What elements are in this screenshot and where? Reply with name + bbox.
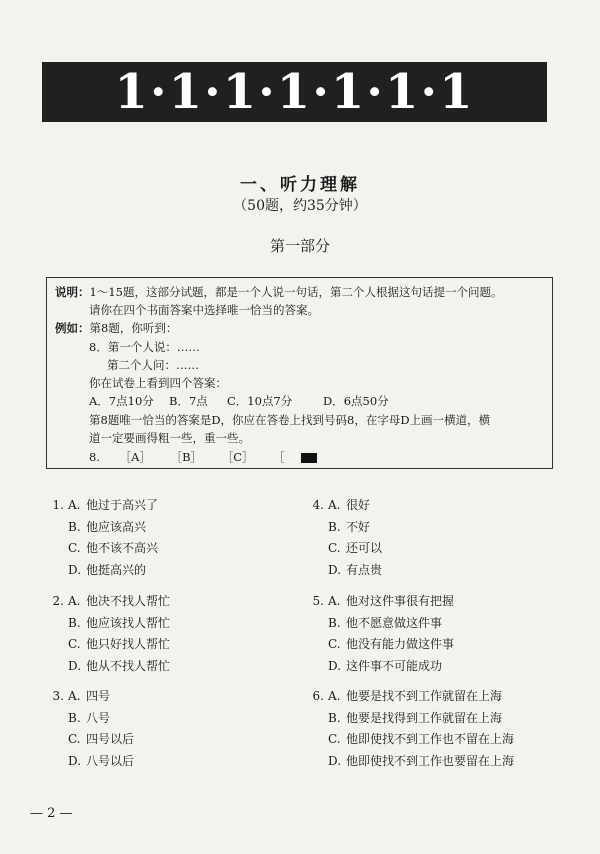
option-text: 他要是找不到工作就留在上海 (346, 689, 503, 703)
page-number: — 2 — (30, 806, 73, 821)
part-title: 第一部分 (269, 237, 330, 255)
example-line-2: 8．第一个人说：…… (89, 340, 200, 354)
option-letter: A. (328, 594, 341, 608)
section-subtitle: （50题，约35分钟） (233, 198, 367, 214)
option-letter: C. (328, 732, 341, 746)
option-letter: C. (68, 637, 81, 651)
option-text: 八号以后 (86, 753, 135, 768)
example-option: D．6点50分 (323, 394, 389, 408)
instructions-line-2: 请你在四个书面答案中选择唯一恰当的答案。 (89, 303, 319, 317)
option-letter: B. (328, 615, 341, 630)
option-letter: B. (328, 710, 341, 725)
answer-box-c: ［C］ (221, 450, 254, 464)
instructions-label: 说明： (55, 285, 90, 299)
option-text: 不好 (346, 519, 371, 534)
option-letter: D. (328, 753, 342, 768)
option-text: 他应该高兴 (86, 519, 147, 534)
answer-box-a: ［A］ (119, 450, 151, 464)
question-number: 4. (312, 498, 324, 512)
option-text: 四号 (86, 689, 111, 703)
answer-sheet-example (89, 448, 333, 466)
option-letter: D. (68, 658, 82, 673)
example-options (89, 392, 389, 410)
example-line-4: 你在试卷上看到四个答案： (89, 376, 227, 390)
option-letter: D. (68, 562, 82, 577)
option-letter: A. (328, 689, 341, 703)
example-text-1: 第8题，你听到： (89, 321, 178, 335)
example-label: 例如： (55, 321, 90, 335)
option-text: 他不该不高兴 (86, 541, 159, 555)
option-text: 他对这件事很有把握 (346, 594, 455, 608)
option-letter: D. (68, 753, 82, 768)
example-option: A．7点10分 (89, 394, 154, 408)
option-letter: A. (68, 594, 81, 608)
option-letter: B. (68, 710, 81, 725)
instructions-text-1: 1～15题，这部分试题，都是一个人说一句话，第二个人根据这句话提一个问题。 (89, 285, 503, 299)
option-text: 他应该找人帮忙 (86, 615, 171, 630)
option-text: 还可以 (346, 541, 383, 555)
option-letter: A. (68, 689, 81, 703)
option-text: 他没有能力做这件事 (346, 637, 455, 651)
example-option: C．10点7分 (227, 394, 293, 408)
example-line-3: 第二个人问：…… (107, 358, 199, 372)
example-line-6: 道一定要画得粗一些，重一些。 (89, 431, 250, 445)
option-letter: D. (328, 562, 342, 577)
option-letter: C. (68, 541, 81, 555)
option-text: 他要是找得到工作就留在上海 (346, 710, 503, 725)
question-number: 5. (312, 594, 324, 608)
question-number: 2. (52, 594, 64, 608)
option-letter: B. (328, 519, 341, 534)
section-title: 一、听力理解 (240, 175, 360, 195)
option-text: 他决不找人帮忙 (86, 594, 171, 608)
example-option: B．7点 (169, 394, 208, 408)
option-letter: A. (68, 498, 81, 512)
answer-box-d-bracket: ［ (273, 450, 285, 464)
question-number: 1. (52, 498, 64, 512)
option-letter: B. (68, 615, 81, 630)
example-line-5: 第8题唯一恰当的答案是D，你应在答卷上找到号码8，在字母D上画一横道，横 (89, 413, 491, 427)
option-letter: B. (68, 519, 81, 534)
answer-number: 8. (89, 450, 100, 464)
question-number: 6. (312, 689, 324, 703)
instructions-line-1 (55, 283, 502, 301)
answer-box-b: ［B］ (170, 450, 203, 464)
question-number: 3. (52, 689, 64, 703)
chapter-banner (42, 62, 547, 122)
answer-mark-d (301, 453, 317, 463)
option-text: 他即使找不到工作也要留在上海 (346, 753, 515, 768)
option-letter: C. (328, 637, 341, 651)
option-letter: D. (328, 658, 342, 673)
option-text: 八号 (86, 710, 111, 725)
option-text: 这件事不可能成功 (346, 658, 443, 673)
option-letter: C. (68, 732, 81, 746)
instructions-box (46, 277, 553, 469)
option-letter: C. (328, 541, 341, 555)
option-text: 他只好找人帮忙 (86, 637, 171, 651)
banner-text: 1·1·1·1·1·1·1 (114, 64, 475, 120)
option-text: 他即使找不到工作也不留在上海 (346, 732, 515, 746)
example-line-1 (55, 319, 177, 337)
option-text: 很好 (346, 498, 371, 512)
option-letter: A. (328, 498, 341, 512)
option-text: 他不愿意做这件事 (346, 615, 443, 630)
option-text: 四号以后 (86, 732, 135, 746)
answer-box-d (273, 448, 333, 466)
option-text: 有点贵 (346, 562, 383, 577)
option-text: 他过于高兴了 (86, 498, 159, 512)
option-text: 他挺高兴的 (86, 562, 147, 577)
option-text: 他从不找人帮忙 (86, 658, 171, 673)
